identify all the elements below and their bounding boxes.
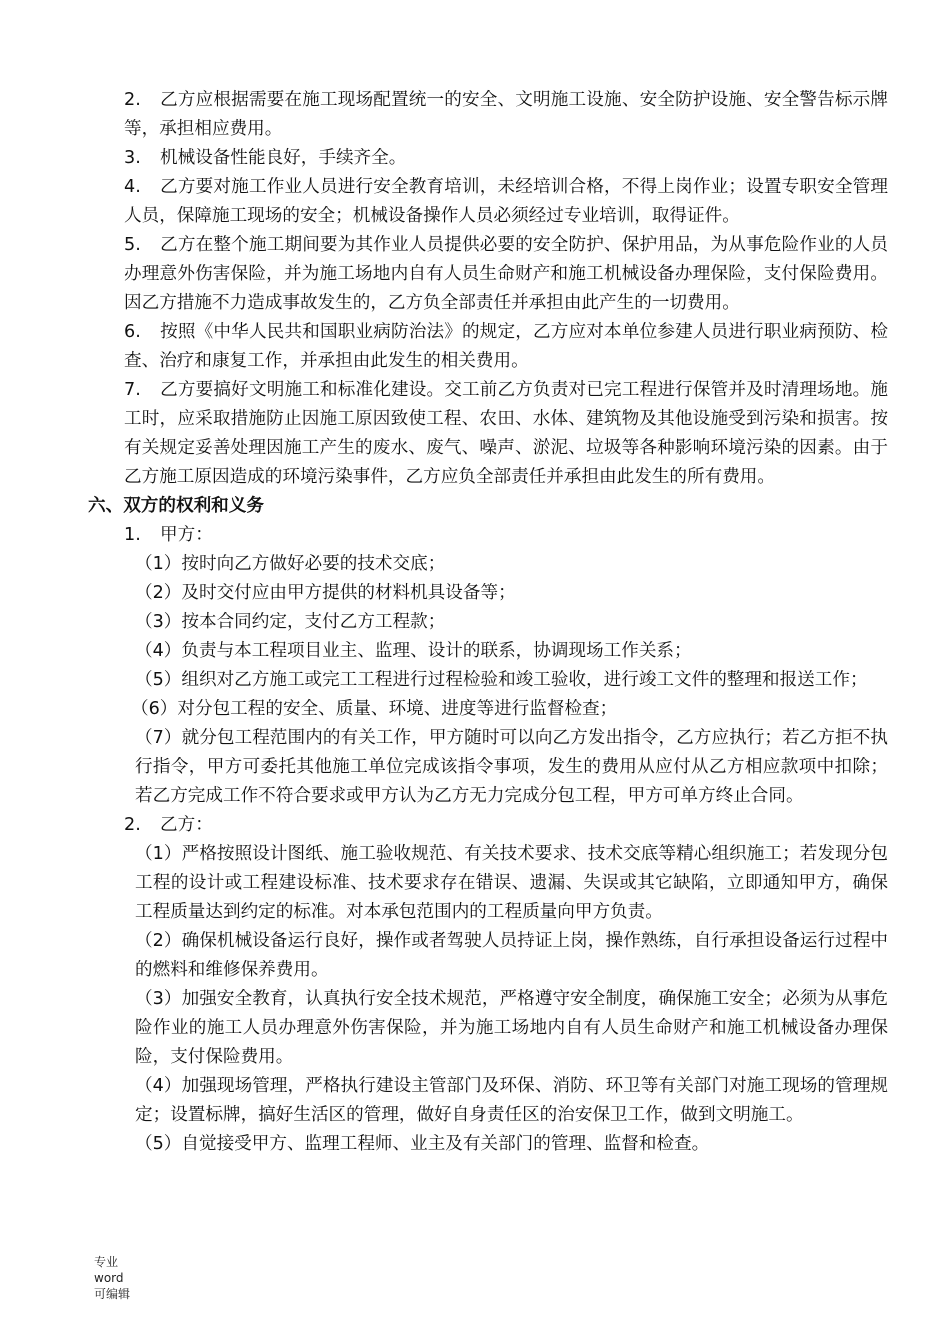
party-b-item-3: （3）加强安全教育，认真执行安全技术规范，严格遵守安全制度，确保施工安全；必须为从事危险作业的施工人员办理意外伤害保险，并为施工场地内自有人员生命财产和施工机械设备办理保险，支付保险费用。 [135, 989, 888, 1067]
party-a-item-3: （3）按本合同约定，支付乙方工程款； [135, 612, 446, 632]
footer-note [94, 1254, 130, 1302]
party-a-item-6: （6）对分包工程的安全、质量、环境、进度等进行监督检查； [131, 699, 618, 719]
party-b-item-2: （2）确保机械设备运行良好，操作或者驾驶人员持证上岗，操作熟练，自行承担设备运行过程中的燃料和维修保养费用。 [135, 931, 888, 980]
section-heading: 六、双方的权利和义务 [88, 496, 264, 516]
clause-number: 2. [124, 815, 141, 835]
clause-text: 乙方应根据需要在施工现场配置统一的安全、文明施工设施、安全防护设施、安全警告标示牌等，承担相应费用。 [124, 90, 888, 139]
clause-number: 7. [124, 380, 141, 400]
clause-number: 2. [124, 90, 141, 110]
party-b-item-5: （5）自觉接受甲方、监理工程师、业主及有关部门的管理、监督和检查。 [135, 1134, 710, 1154]
clause-5-7 [88, 376, 888, 492]
clause-text: 机械设备性能良好，手续齐全。 [160, 148, 407, 168]
party-a-item-1: （1）按时向乙方做好必要的技术交底； [135, 554, 446, 574]
clause-text: 乙方要对施工作业人员进行安全教育培训，未经培训合格，不得上岗作业；设置专职安全管理人员，保障施工现场的安全；机械设备操作人员必须经过专业培训，取得证件。 [124, 177, 888, 226]
clause-number: 1. [124, 525, 141, 545]
clause-5-2 [88, 86, 888, 144]
document-body [88, 86, 888, 1159]
clause-5-5 [88, 231, 888, 318]
party-a-item-5: （5）组织对乙方施工或完工工程进行过程检验和竣工验收，进行竣工文件的整理和报送工作； [135, 670, 868, 690]
clause-text: 乙方要搞好文明施工和标准化建设。交工前乙方负责对已完工程进行保管并及时清理场地。施工时，应采取措施防止因施工原因致使工程、农田、水体、建筑物及其他设施受到污染和损害。按有关规定妥善处理因施工产生的废水、废气、噪声、淤泥、垃圾等各种影响环境污染的因素。由于乙方施工原因造成的环境污染事件，乙方应负全部责任并承担由此发生的所有费用。 [124, 380, 888, 487]
party-b-item-4: （4）加强现场管理，严格执行建设主管部门及环保、消防、环卫等有关部门对施工现场的管理规定；设置标牌，搞好生活区的管理，做好自身责任区的治安保卫工作，做到文明施工。 [135, 1076, 888, 1125]
party-a-item-4: （4）负责与本工程项目业主、监理、设计的联系，协调现场工作关系； [135, 641, 692, 661]
party-label: 甲方： [160, 525, 213, 545]
party-b-title [88, 811, 888, 840]
clause-text: 按照《中华人民共和国职业病防治法》的规定，乙方应对本单位参建人员进行职业病预防、检查、治疗和康复工作，并承担由此发生的相关费用。 [124, 322, 888, 371]
party-a-item-2: （2）及时交付应由甲方提供的材料机具设备等； [135, 583, 516, 603]
party-b-item-1: （1）严格按照设计图纸、施工验收规范、有关技术要求、技术交底等精心组织施工；若发现分包工程的设计或工程建设标准、技术要求存在错误、遗漏、失误或其它缺陷，立即通知甲方，确保工程质量达到约定的标准。对本承包范围内的工程质量向甲方负责。 [135, 844, 888, 922]
footer-line: word [94, 1271, 124, 1285]
clause-5-4 [88, 173, 888, 231]
clause-5-3 [88, 144, 888, 173]
clause-number: 4. [124, 177, 141, 197]
footer-line: 专业 [94, 1255, 119, 1269]
party-label: 乙方： [160, 815, 213, 835]
footer-line: 可编辑 [94, 1287, 131, 1301]
clause-number: 5. [124, 235, 141, 255]
party-a-item-7: （7）就分包工程范围内的有关工作，甲方随时可以向乙方发出指令，乙方应执行；若乙方拒不执行指令，甲方可委托其他施工单位完成该指令事项，发生的费用从应付从乙方相应款项中扣除；若乙方完成工作不符合要求或甲方认为乙方无力完成分包工程，甲方可单方终止合同。 [135, 728, 888, 806]
clause-number: 3. [124, 148, 141, 168]
clause-5-6 [88, 318, 888, 376]
party-a-title [88, 521, 888, 550]
clause-text: 乙方在整个施工期间要为其作业人员提供必要的安全防护、保护用品，为从事危险作业的人员办理意外伤害保险，并为施工场地内自有人员生命财产和施工机械设备办理保险，支付保险费用。因乙方措施不力造成事故发生的，乙方负全部责任并承担由此产生的一切费用。 [124, 235, 888, 313]
clause-number: 6. [124, 322, 141, 342]
